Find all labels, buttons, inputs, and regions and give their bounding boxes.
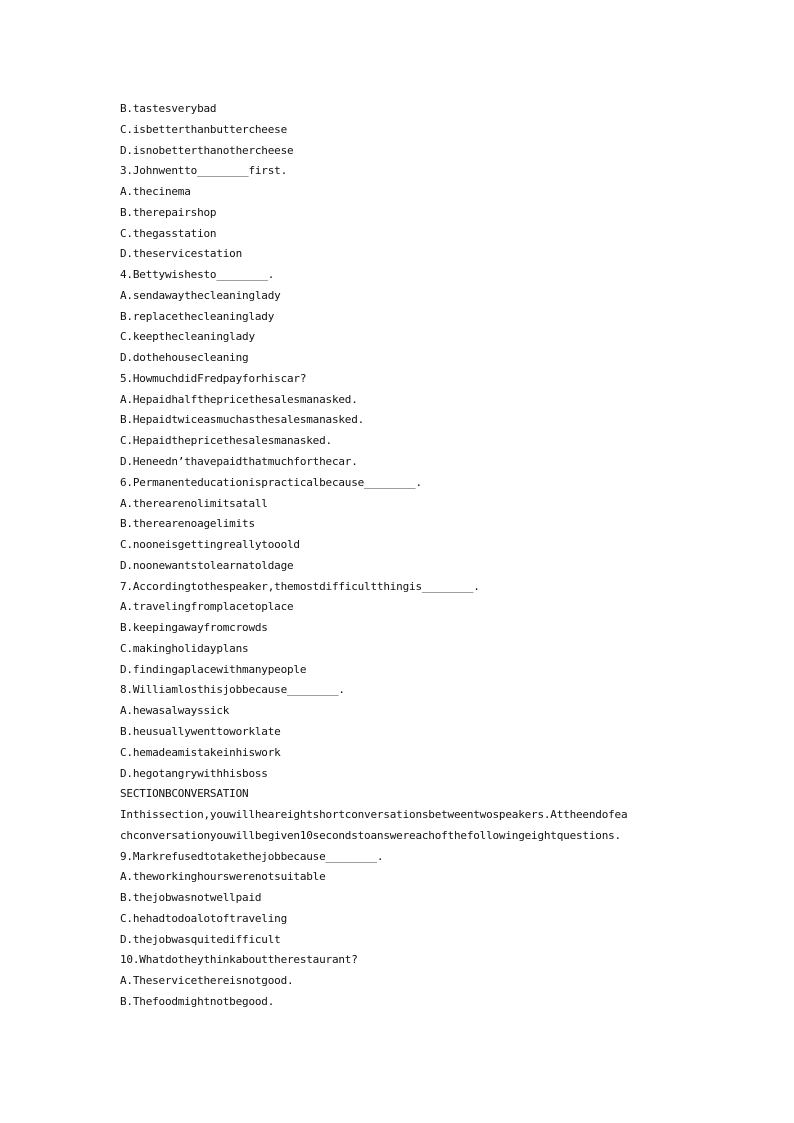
text-line: A.theworkinghourswerenotsuitable xyxy=(120,870,326,884)
text-line: C.nooneisgettingreallytooold xyxy=(120,538,300,552)
text-line: A.Theservicethereisnotgood. xyxy=(120,974,294,988)
text-line: D.Heneedn’thavepaidthatmuchforthecar. xyxy=(120,455,358,469)
text-line: A.travelingfromplacetoplace xyxy=(120,600,294,614)
text-line: C.hehadtodoalotoftraveling xyxy=(120,911,287,925)
text-line: C.thegasstation xyxy=(120,226,217,240)
section-heading: SECTIONBCONVERSATION xyxy=(120,787,249,801)
text-line: B.thejobwasnotwellpaid xyxy=(120,891,262,905)
text-line: D.dothehousecleaning xyxy=(120,351,249,365)
text-line: C.hemadeamistakeinhiswork xyxy=(120,745,281,759)
question-10: 10.Whatdotheythinkabouttherestaurant? xyxy=(120,953,358,967)
text-line: A.sendawaythecleaninglady xyxy=(120,288,281,302)
document-body xyxy=(120,99,720,1013)
text-line: C.makingholidayplans xyxy=(120,641,249,655)
text-line: B.Thefoodmightnotbegood. xyxy=(120,994,275,1008)
section-instructions: Inthissection,youwillheareightshortconversationsbetweentwospeakers.Attheendofea xyxy=(120,808,628,822)
question-8: 8.Williamlosthisjobbecause________. xyxy=(120,683,345,697)
text-line: B.tastesverybad xyxy=(120,102,217,115)
text-line: D.hegotangrywithhisboss xyxy=(120,766,268,780)
question-3: 3.Johnwentto________first. xyxy=(120,164,287,178)
text-line: D.theservicestation xyxy=(120,247,243,261)
text-line: B.therearenoagelimits xyxy=(120,517,255,531)
question-4: 4.Bettywishesto________. xyxy=(120,268,275,282)
text-line: A.Hepaidhalfthepricethesalesmanasked. xyxy=(120,392,358,406)
text-line: D.findingaplacewithmanypeople xyxy=(120,662,307,676)
text-line: D.thejobwasquitedifficult xyxy=(120,932,281,946)
question-7: 7.Accordingtothespeaker,themostdifficultthingis________. xyxy=(120,579,480,593)
text-line: A.hewasalwayssick xyxy=(120,704,230,718)
text-line: D.noonewantstolearnatoldage xyxy=(120,558,294,572)
text-line: C.isbetterthanbuttercheese xyxy=(120,122,287,136)
question-9: 9.Markrefusedtotakethejobbecause________. xyxy=(120,849,384,863)
text-line: B.Hepaidtwiceasmuchasthesalesmanasked. xyxy=(120,413,365,427)
text-line: B.heusuallywenttoworklate xyxy=(120,724,281,738)
text-line: B.keepingawayfromcrowds xyxy=(120,621,268,635)
text-line: A.therearenolimitsatall xyxy=(120,496,268,510)
text-line: B.replacethecleaninglady xyxy=(120,309,275,323)
question-5: 5.HowmuchdidFredpayforhiscar? xyxy=(120,371,307,385)
text-line: C.keepthecleaninglady xyxy=(120,330,255,344)
text-line: D.isnobetterthanothercheese xyxy=(120,143,294,157)
section-instructions: chconversationyouwillbegiven10secondstoanswereachofthefollowingeightquestions. xyxy=(120,828,621,842)
text-line: C.Hepaidthepricethesalesmanasked. xyxy=(120,434,332,448)
question-6: 6.Permanenteducationispracticalbecause________. xyxy=(120,475,422,489)
text-line: A.thecinema xyxy=(120,185,191,199)
text-line: B.therepairshop xyxy=(120,205,217,219)
